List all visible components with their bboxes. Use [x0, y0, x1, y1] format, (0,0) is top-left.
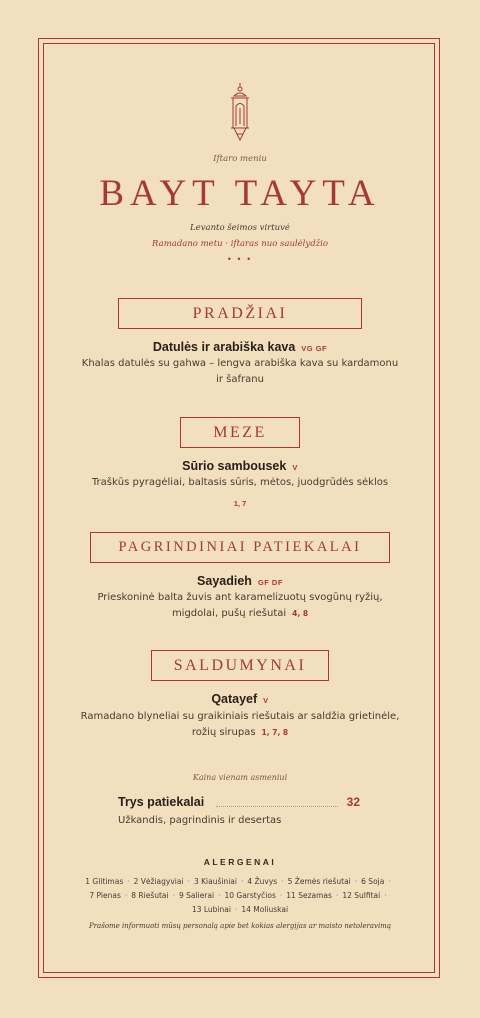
allergen-numbers: 4, 8 [292, 609, 309, 618]
dish-name: Sūrio sambousek [182, 459, 287, 473]
diet-tags: GF DF [257, 578, 283, 587]
tagline: Levanto šeimos virtuvė [190, 223, 290, 233]
allergen-item: 10 Garstyčios [224, 891, 276, 900]
price-description: Užkandis, pagrindinis ir desertas [118, 815, 282, 826]
allergen-item: 2 Vėžiagyviai [133, 877, 184, 886]
allergen-item: 14 Moliuskai [241, 905, 289, 914]
diet-tags: VG GF [301, 344, 328, 353]
desc-line: ir šafranu [216, 374, 264, 385]
allergen-item: 3 Kiaušiniai [193, 877, 237, 886]
desc-line: Prieskoninė balta žuvis ant karamelizuotų svogūnų ryžių, [97, 592, 383, 603]
diet-tags: V [263, 696, 269, 705]
dish-name: Datulės ir arabiška kava [152, 340, 296, 354]
price-row [118, 795, 362, 811]
ramadan-note: Ramadano metu · iftaras nuo saulėlydžio [152, 239, 328, 249]
allergen-codes [0, 493, 480, 511]
allergen-item: 6 Soja [361, 877, 385, 886]
dish-name: Sayadieh [197, 574, 252, 588]
section-title-mains: PAGRINDINIAI PATIEKALAI [90, 532, 390, 563]
section-title-desserts: SALDUMYNAI [151, 650, 329, 681]
allergen-item: 8 Riešutai [131, 891, 169, 900]
diet-tags: V [292, 463, 298, 472]
allergen-line: 7 Pienas · 8 Riešutai · 9 Salierai · 10 Garstyčios · 11 Sezamas · 12 Sulfitai · [89, 891, 387, 900]
dot-leader [216, 806, 338, 807]
allergens-title: ALERGENAI [203, 857, 277, 867]
allergen-item: 5 Žemės riešutai [287, 877, 351, 886]
dish-description [0, 590, 480, 622]
allergen-item: 1 Glitimas [85, 877, 124, 886]
dish-item [0, 572, 480, 590]
restaurant-name: BAYT TAYTA [99, 173, 381, 214]
dish-item [0, 457, 480, 475]
section-title-starters: PRADŽIAI [118, 298, 362, 329]
dish-description: Traškūs pyragėliai, baltasis sūris, mėtos, juodgrūdės sėklos [91, 477, 389, 488]
allergen-item: 11 Sezamas [286, 891, 332, 900]
allergen-item: 9 Salierai [179, 891, 215, 900]
allergen-numbers: 1, 7, 8 [261, 728, 289, 737]
allergen-item: 4 Žuvys [247, 877, 278, 886]
dish-name: Qatayef [211, 692, 258, 706]
menu-subtitle: Iftaro meniu [213, 154, 267, 164]
desc-line: Ramadano blyneliai su graikiniais riešutais ar saldžia grietinėle, [80, 711, 400, 722]
allergen-item: 7 Pienas [89, 891, 121, 900]
desc-line-text: migdolai, pušų riešutai [171, 608, 287, 619]
dish-item [0, 690, 480, 708]
dish-description [0, 709, 480, 741]
dish-item [0, 338, 480, 356]
desc-line: Khalas datulės su gahwa – lengva arabiška kava su kardamonu [81, 358, 399, 369]
desc-line [0, 725, 480, 741]
section-title-meze: MEZE [180, 417, 300, 448]
allergen-item: 12 Sulfitai [342, 891, 381, 900]
allergen-line: 1 Glitimas · 2 Vėžiagyviai · 3 Kiaušiniai · 4 Žuvys · 5 Žemės riešutai · 6 Soja · [85, 877, 391, 886]
allergen-numbers: 1, 7 [233, 499, 247, 508]
price-value: 32 [346, 795, 360, 809]
price-caption: Kaina vienam asmeniui [192, 773, 288, 782]
price-name: Trys patiekalai [118, 795, 205, 809]
lantern-icon [225, 82, 255, 146]
desc-line-text: rožių sirupas [191, 727, 256, 738]
allergen-line: 13 Lubinai · 14 Moliuskai [191, 905, 289, 914]
allergy-note: Prašome informuoti mūsų personalą apie bet kokias alergijas ar maisto netoleravimą [89, 922, 391, 930]
desc-line [0, 606, 480, 622]
divider-dots: • • • [227, 254, 253, 264]
allergens-list [0, 875, 480, 917]
dish-description [0, 356, 480, 388]
allergen-item: 13 Lubinai [191, 905, 231, 914]
